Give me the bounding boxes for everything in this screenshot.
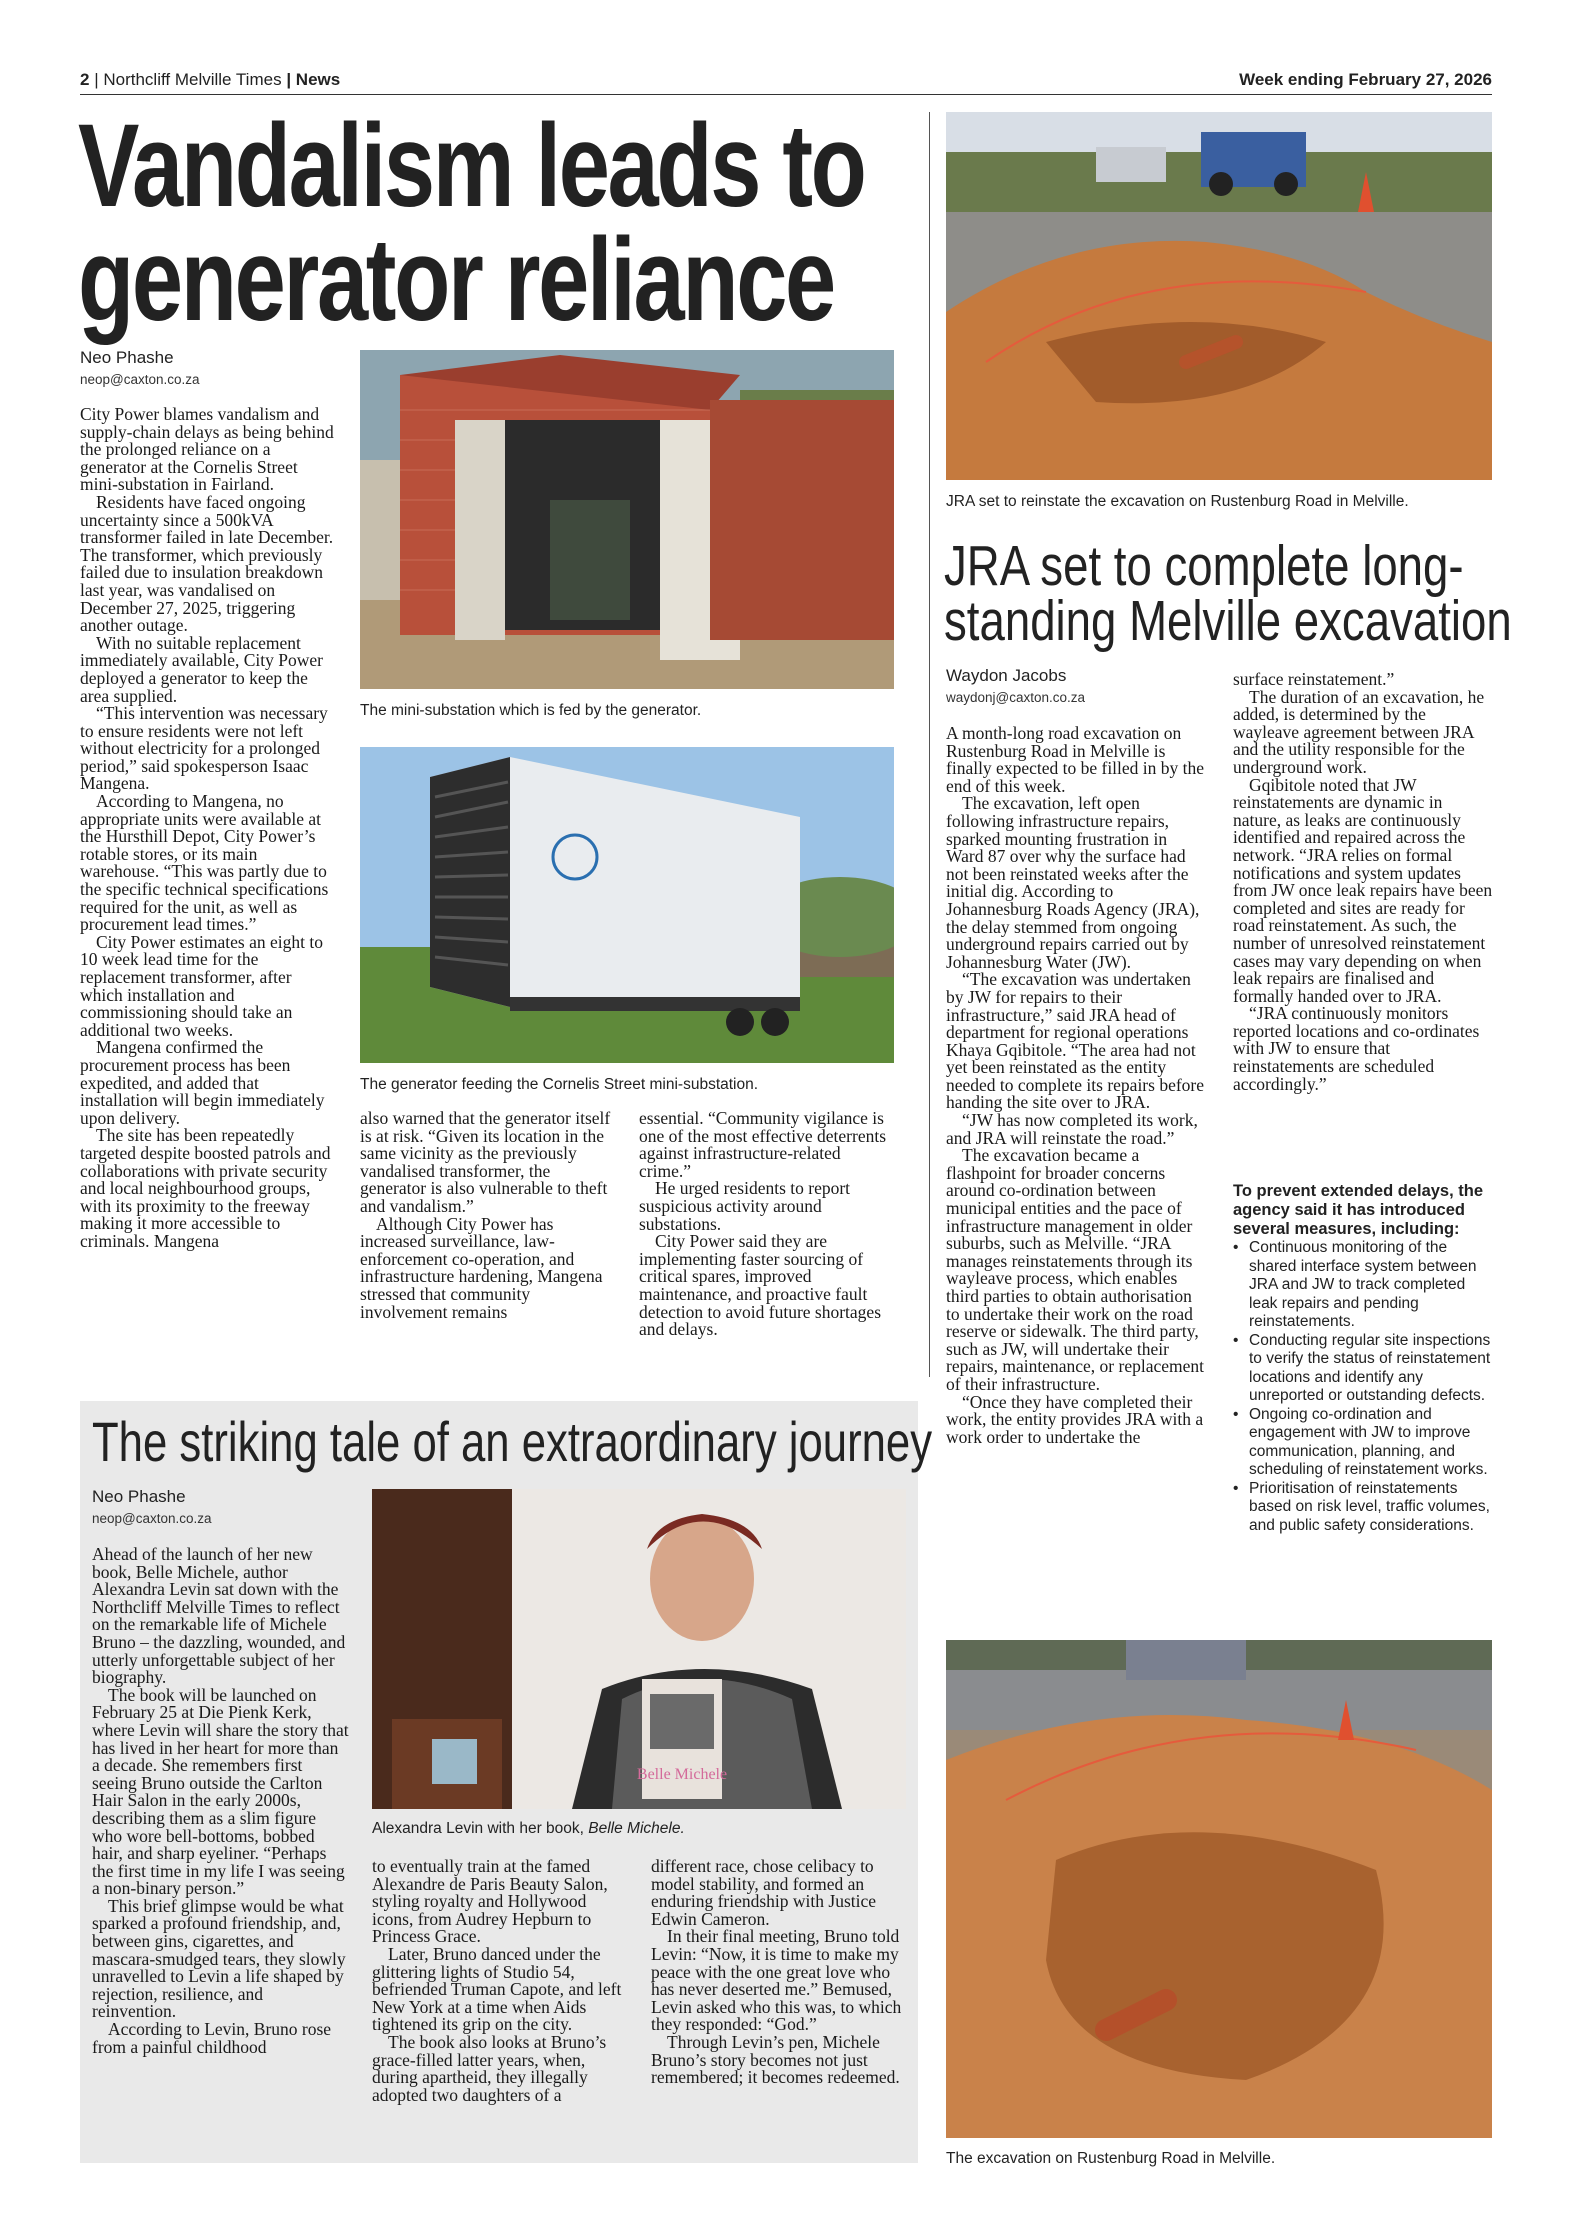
generator-photo [360,747,894,1063]
paragraph: The excavation became a flashpoint for broader concerns around co-ordination between municipal entities and the pace of infrastructure management in older suburbs, such as Melville. “JRA manages reinstatements through its wayleave process, which enables third parties to obtain authorisation to undertake their work on the road reserve or sidewalk. The third party, such as JW, will undertake their repairs, maintenance, or replacement of their infrastructure. [946,1145,1204,1394]
article1-author: Neo Phashe [80,348,174,367]
list-item: • Conducting regular site inspections to verify the status of reinstatement locations and identify any unreported or outstanding defects. [1233,1332,1495,1406]
article3-headline: The striking tale of an extraordinary journey [92,1410,933,1473]
article1-email: neop@caxton.co.za [80,372,200,387]
paragraph: “JRA continuously monitors reported locations and co-ordinates with JW to ensure that reinstatements are scheduled accordingly.” [1233,1003,1480,1094]
section-name: News [295,70,341,89]
paragraph: City Power estimates an eight to 10 week lead time for the replacement transformer, after which installation and commissioning should take an additional two weeks. [80,931,323,1040]
book-cover-title: Belle Michele [636,1766,728,1783]
paragraph: The excavation, left open following infrastructure repairs, sparked mounting frustration in Ward 87 over why the surface had not been reinstated weeks after the initial dig. According to Johannesburg Roads Agency (JRA), the delay stemmed from ongoing underground repairs carried out by Johannesburg Water (JW). [946,793,1200,972]
paragraph: also warned that the generator itself is at risk. “Given its location in the same vicinity as the previously vandalised transformer, the generator is also vulnerable to theft and vandalism.” [360,1108,611,1216]
measures-intro: To prevent extended delays, the agency said it has introduced several measures, including: [1233,1182,1484,1238]
paragraph: City Power said they are implementing faster sourcing of critical spares, improved maintenance, and proactive fault detection to avoid future shortages and delays. [639,1231,882,1340]
paragraph: Later, Bruno danced under the glittering lights of Studio 54, befriended Truman Capote, and left New York at a time when Aids tightened its grip on the city. [372,1943,622,2035]
paragraph: According to Levin, Bruno rose from a painful childhood [92,2019,332,2057]
paragraph: Mangena confirmed the procurement process has been expedited, and added that installation will begin immediately upon delivery. [80,1037,325,1128]
substation-caption: The mini-substation which is fed by the generator. [360,702,702,719]
paragraph: The book will be launched on February 25 at Die Pienk Kerk, where Levin will share the story that has lived in her heart for more than a decade. She remembers first seeing Bruno outside the Carlton Hair Salon in the early 2000s, describing them as a slim figure who wore bell-bottoms, bobbed hair, and sharp eyeliner. “Perhaps the first time in my life I was seeing a non-binary person.” [92,1684,349,1899]
paragraph: to eventually train at the famed Alexandre de Paris Beauty Salon, styling royalty and Hollywood icons, from Audrey Hepburn to Princess Grace. [372,1856,608,1947]
paragraph: The book also looks at Bruno’s grace-filled latter years, when, during apartheid, they illegally adopted two daughters of a [372,2031,607,2105]
article1-column-1 [80,406,335,1251]
paragraph: According to Mangena, no appropriate units were available at the Hursthill Depot, City Power’s rotable stores, or its main warehouse. “This was partly due to the specific technical specifications required for the unit, as well as procurement lead times.” [80,791,329,935]
author-photo [372,1489,906,1809]
article1-headline-line2: generator reliance [78,214,834,346]
paragraph: “The excavation was undertaken by JW for repairs to their infrastructure,” said JRA head of department for regional operations Khaya Gqibitole. “The area had not yet been reinstated as the entity needed to complete its repairs before handing the site over to JRA. [946,969,1205,1113]
paragraph: Although City Power has increased surveillance, law-enforcement co-operation, and infrastructure hardening, Mangena stressed that community involvement remains [360,1213,603,1322]
paragraph: In their final meeting, Bruno told Levin: “Now, it is time to make my peace with the one great love who has never deserted me.” Bemused, Levin asked who this was, to which they responded: “God.” [651,1926,902,2035]
excavation-photo-bottom [946,1640,1492,2138]
article2-email: waydonj@caxton.co.za [946,690,1086,705]
article2-author: Waydon Jacobs [946,666,1067,685]
column-divider [929,112,930,1377]
paragraph: The duration of an excavation, he added, is determined by the wayleave agreement between JRA and the utility responsible for the underground work. [1233,686,1485,777]
page-header: 2 | Northcliff Melville Times | News [80,70,341,89]
publication-name: Northcliff Melville Times [103,70,282,89]
article2-headline-line2: standing Melville excavation [944,589,1512,653]
paragraph: The site has been repeatedly targeted despite boosted patrols and collaborations with private security and local neighbourhood groups, with its proximity to the freeway making it more accessible to criminals. Mangena [80,1125,331,1251]
generator-caption: The generator feeding the Cornelis Street mini-substation. [360,1076,759,1093]
excavation-top-caption: JRA set to reinstate the excavation on Rustenburg Road in Melville. [946,493,1409,510]
paragraph: With no suitable replacement immediately available, City Power deployed a generator to keep the area supplied. [80,632,323,706]
article3-email: neop@caxton.co.za [92,1511,212,1526]
list-item: • Ongoing co-ordination and engagement with JW to improve communication, planning, and scheduling of reinstatement works. [1233,1406,1495,1480]
article1-headline-line1: Vandalism leads to [78,100,865,232]
header-rule [80,94,1492,95]
paragraph: essential. “Community vigilance is one of the most effective deterrents against infrastructure-related crime.” [639,1108,887,1181]
measures-list [1233,1239,1495,1535]
paragraph: This brief glimpse would be what sparked a profound friendship, and, between gins, cigarettes, and mascara-smudged tears, they slowly unravelled to Levin a life shaped by rejection, resilience, and reinvention. [92,1895,346,2022]
paragraph: different race, chose celibacy to model stability, and formed an enduring friendship with Justice Edwin Cameron. [651,1856,877,1929]
list-item: • Continuous monitoring of the shared interface system between JRA and JW to track completed leak repairs and pending reinstatements. [1233,1239,1495,1332]
caption-text: Alexandra Levin with her book, [372,1820,589,1837]
excavation-bottom-caption: The excavation on Rustenburg Road in Melville. [946,2150,1276,2167]
list-item: • Prioritisation of reinstatements based on risk level, traffic volumes, and public safety considerations. [1233,1480,1495,1536]
excavation-photo-top [946,112,1492,480]
paragraph: Residents have faced ongoing uncertainty since a 500kVA transformer failed in late December. The transformer, which previously failed due to insulation breakdown last year, was vandalised on December 27, 2025, triggering another outage. [80,491,334,636]
article3-column-1 [92,1546,349,2056]
article2-headline-line1: JRA set to complete long- [944,534,1464,598]
paragraph: surface reinstatement.” [1233,669,1395,689]
issue-date: Week ending February 27, 2026 [1239,70,1492,89]
caption-book-title: Belle Michele. [588,1820,685,1837]
article3-author: Neo Phashe [92,1487,186,1506]
paragraph: He urged residents to report suspicious activity around substations. [639,1178,851,1234]
page-number: 2 [80,70,90,89]
article2-column-2 [1233,671,1493,1093]
paragraph-text: Ahead of the launch of her new book, Belle Michele, author Alexandra Levin sat down with the Northcliff Melville Times to reflect on the remarkable life of Michele Bruno – the dazzling, wounded, and utterly unforgettable subject of her biography. [92,1544,346,1688]
paragraph: Gqibitole noted that JW reinstatements are dynamic in nature, as leaks are continuously identified and repaired across the network. “JRA relies on formal notifications and system updates from JW once leak repairs have been completed and sites are ready for road reinstatement. As such, the number of unresolved reinstatement cases may vary depending on when leak repairs are finalised and formally handed over to JRA. [1233,774,1493,1006]
author-photo-caption [372,1820,685,1838]
paragraph: Through Levin’s pen, Michele Bruno’s story becomes not just remembered; it becomes redeemed. [651,2031,900,2088]
paragraph: “This intervention was necessary to ensure residents were not left without electricity for a prolonged period,” said spokesperson Isaac Mangena. [80,703,328,794]
article3-column-2 [372,1858,628,2104]
article3-column-3 [651,1858,907,2087]
paragraph [92,1546,349,1687]
paragraph: “JW has now completed its work, and JRA will reinstate the road.” [946,1110,1198,1148]
paragraph: “Once they have completed their work, the entity provides JRA with a work order to undertake the [946,1391,1204,1447]
paragraph: City Power blames vandalism and supply-chain delays as being behind the prolonged reliance on a generator at the Cornelis Street mini-substation in Fairland. [80,404,334,495]
article1-column-2 [360,1110,615,1321]
substation-photo [360,350,894,689]
article2-column-1 [946,725,1206,1446]
paragraph: A month-long road excavation on Rustenburg Road in Melville is finally expected to be filled in by the end of this week. [946,723,1205,796]
article1-column-3 [639,1110,894,1339]
